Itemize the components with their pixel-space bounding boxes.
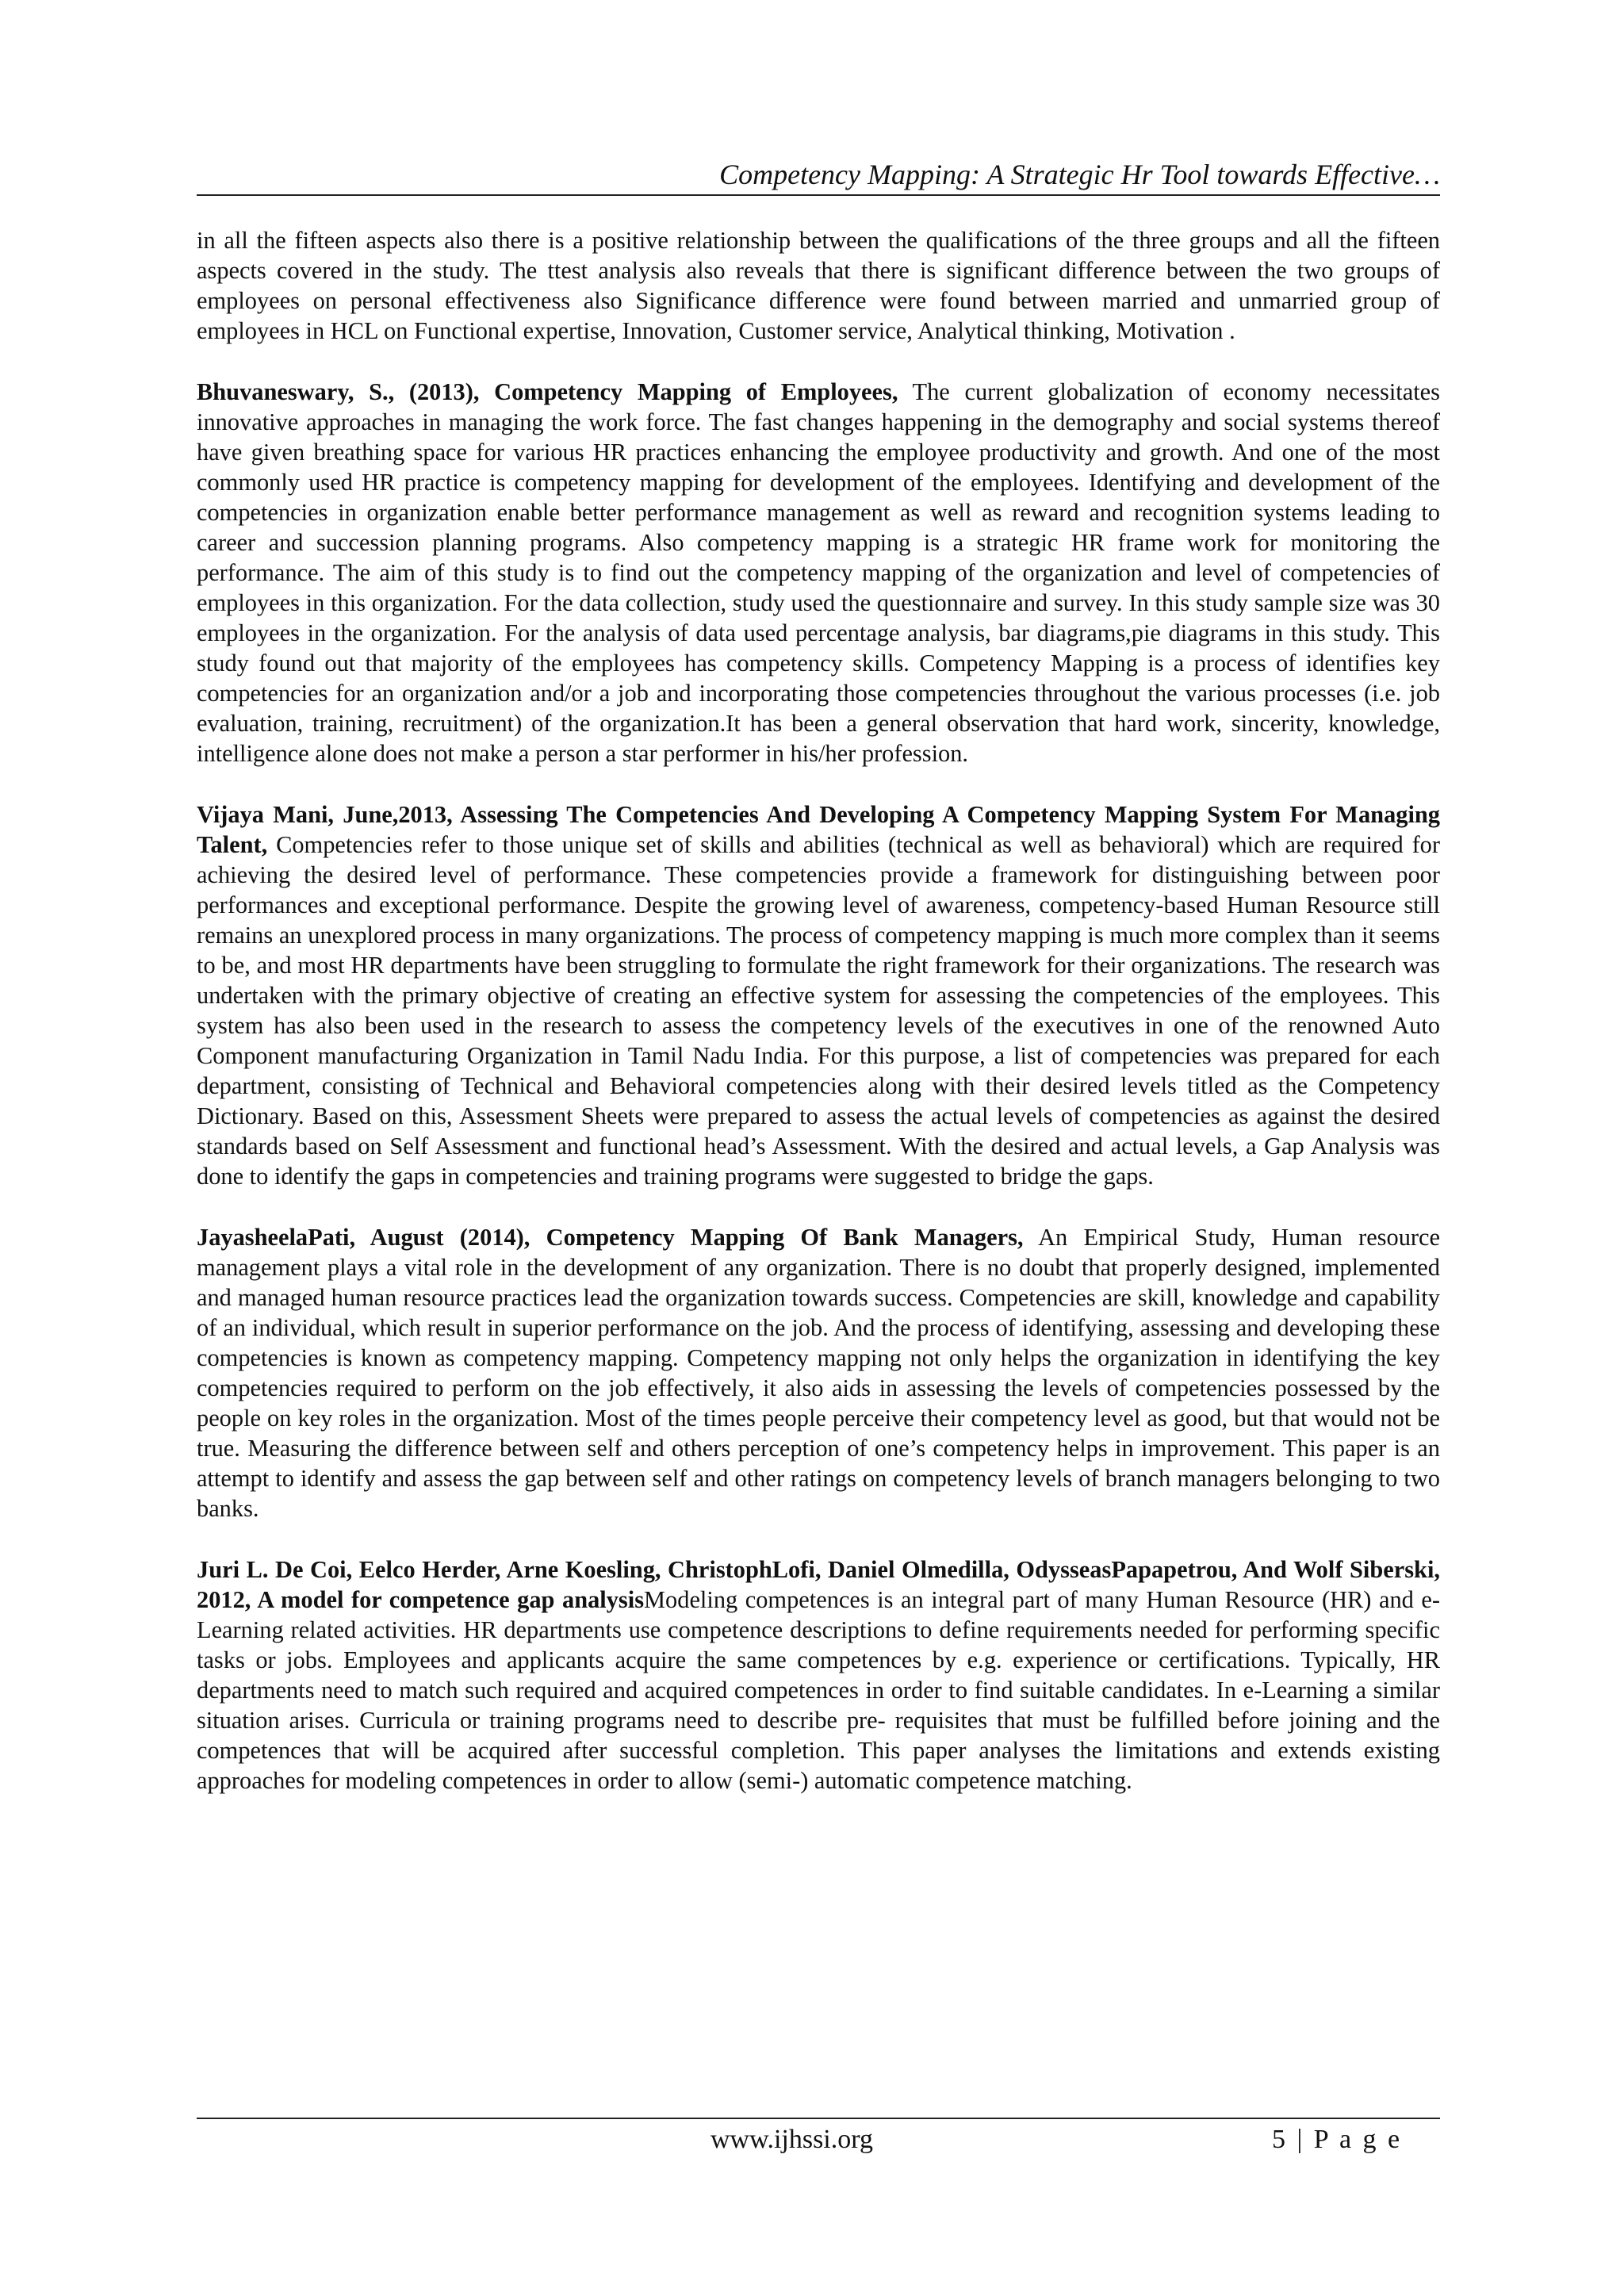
paragraph-text: in all the fifteen aspects also there is a positive relationship between the qualifications of the three groups and all the fifteen aspects covered in the study. The ttest analysis also reveals that there is significant difference between the two groups of employees on personal effectiveness also Significance difference were found between married and unmarried group of employees in HCL on Functional expertise, Innovation, Customer service, Analytical thinking, Motivation . xyxy=(197,227,1440,344)
running-header: Competency Mapping: A Strategic Hr Tool towards Effective… xyxy=(719,159,1440,190)
review-paragraph-vijaya-mani xyxy=(197,799,1440,1191)
page-number: 5 | P a g e xyxy=(1272,2125,1403,2154)
header-divider xyxy=(197,194,1440,196)
reference-lead: Juri L. De Coi, Eelco Herder, Arne Koesling, ChristophLofi, Daniel Olmedilla, OdysseasPapapetrou, And Wolf Siberski, 2012, A model for competence gap analysis xyxy=(197,1556,1440,1613)
footer-website: www.ijhssi.org xyxy=(710,2125,873,2154)
paragraph-text: Modeling competences is an integral part of many Human Resource (HR) and e-Learning related activities. HR departments use competence descriptions to define requirements needed for performing specific tasks or jobs. Employees and applicants acquire the same competences by e.g. experience or certifications. Typically, HR departments need to match such required and acquired competences in order to find suitable candidates. In e-Learning a similar situation arises. Curricula or training programs need to describe pre- requisites that must be fulfilled before joining and the competences that will be acquired after successful completion. This paper analyses the limitations and extends existing approaches for modeling competences in order to allow (semi-) automatic competence matching. xyxy=(197,1586,1440,1794)
paragraph-text: The current globalization of economy necessitates innovative approaches in managing the work force. The fast changes happening in the demography and social systems thereof have given breathing space for various HR practices enhancing the employee productivity and growth. And one of the most commonly used HR practice is competency mapping for development of the employees. Identifying and development of the competencies in organization enable better performance management as well as reward and recognition systems leading to career and succession planning programs. Also competency mapping is a strategic HR frame work for monitoring the performance. The aim of this study is to find out the competency mapping of the organization and level of competencies of employees in this organization. For the data collection, study used the questionnaire and survey. In this study sample size was 30 employees in the organization. For the analysis of data used percentage analysis, bar diagrams,pie diagrams in this study. This study found out that majority of the employees has competency skills. Competency Mapping is a process of identifies key competencies for an organization and/or a job and incorporating those competencies throughout the various processes (i.e. job evaluation, training, recruitment) of the organization.It has been a general observation that hard work, sincerity, knowledge, intelligence alone does not make a person a star performer in his/her profession. xyxy=(197,378,1440,767)
review-paragraph-bhuvaneswary xyxy=(197,377,1440,769)
reference-lead: Bhuvaneswary, S., (2013), Competency Mapping of Employees, xyxy=(197,378,898,405)
review-paragraph-de-coi xyxy=(197,1554,1440,1796)
paragraph-continuation xyxy=(197,225,1440,346)
article-body xyxy=(197,225,1440,1826)
reference-lead: JayasheelaPati, August (2014), Competency Mapping Of Bank Managers, xyxy=(197,1224,1024,1251)
reference-lead: Vijaya Mani, June,2013, Assessing The Competencies And Developing A Competency Mapping System For Managing Talent, xyxy=(197,801,1440,858)
review-paragraph-jayasheela-pati xyxy=(197,1222,1440,1524)
footer-divider xyxy=(197,2118,1440,2119)
paragraph-text: An Empirical Study, Human resource management plays a vital role in the development of any organization. There is no doubt that properly designed, implemented and managed human resource practices lead the organization towards success. Competencies are skill, knowledge and capability of an individual, which result in superior performance on the job. And the process of identifying, assessing and developing these competencies is known as competency mapping. Competency mapping not only helps the organization in identifying the key competencies required to perform on the job effectively, it also aids in assessing the levels of competencies possessed by the people on key roles in the organization. Most of the times people perceive their competency level as good, but that would not be true. Measuring the difference between self and others perception of one’s competency helps in improvement. This paper is an attempt to identify and assess the gap between self and other ratings on competency levels of branch managers belonging to two banks. xyxy=(197,1224,1441,1522)
paragraph-text: Competencies refer to those unique set of skills and abilities (technical as well as behavioral) which are required for achieving the desired level of performance. These competencies provide a framework for distinguishing between poor performances and exceptional performance. Despite the growing level of awareness, competency-based Human Resource still remains an unexplored process in many organizations. The process of competency mapping is much more complex than it seems to be, and most HR departments have been struggling to formulate the right framework for their organizations. The research was undertaken with the primary objective of creating an effective system for assessing the competencies of the employees. This system has also been used in the research to assess the competency levels of the executives in one of the renowned Auto Component manufacturing Organization in Tamil Nadu India. For this purpose, a list of competencies was prepared for each department, consisting of Technical and Behavioral competencies along with their desired levels titled as the Competency Dictionary. Based on this, Assessment Sheets were prepared to assess the actual levels of competencies as against the desired standards based on Self Assessment and functional head’s Assessment. With the desired and actual levels, a Gap Analysis was done to identify the gaps in competencies and training programs were suggested to bridge the gaps. xyxy=(197,831,1440,1190)
